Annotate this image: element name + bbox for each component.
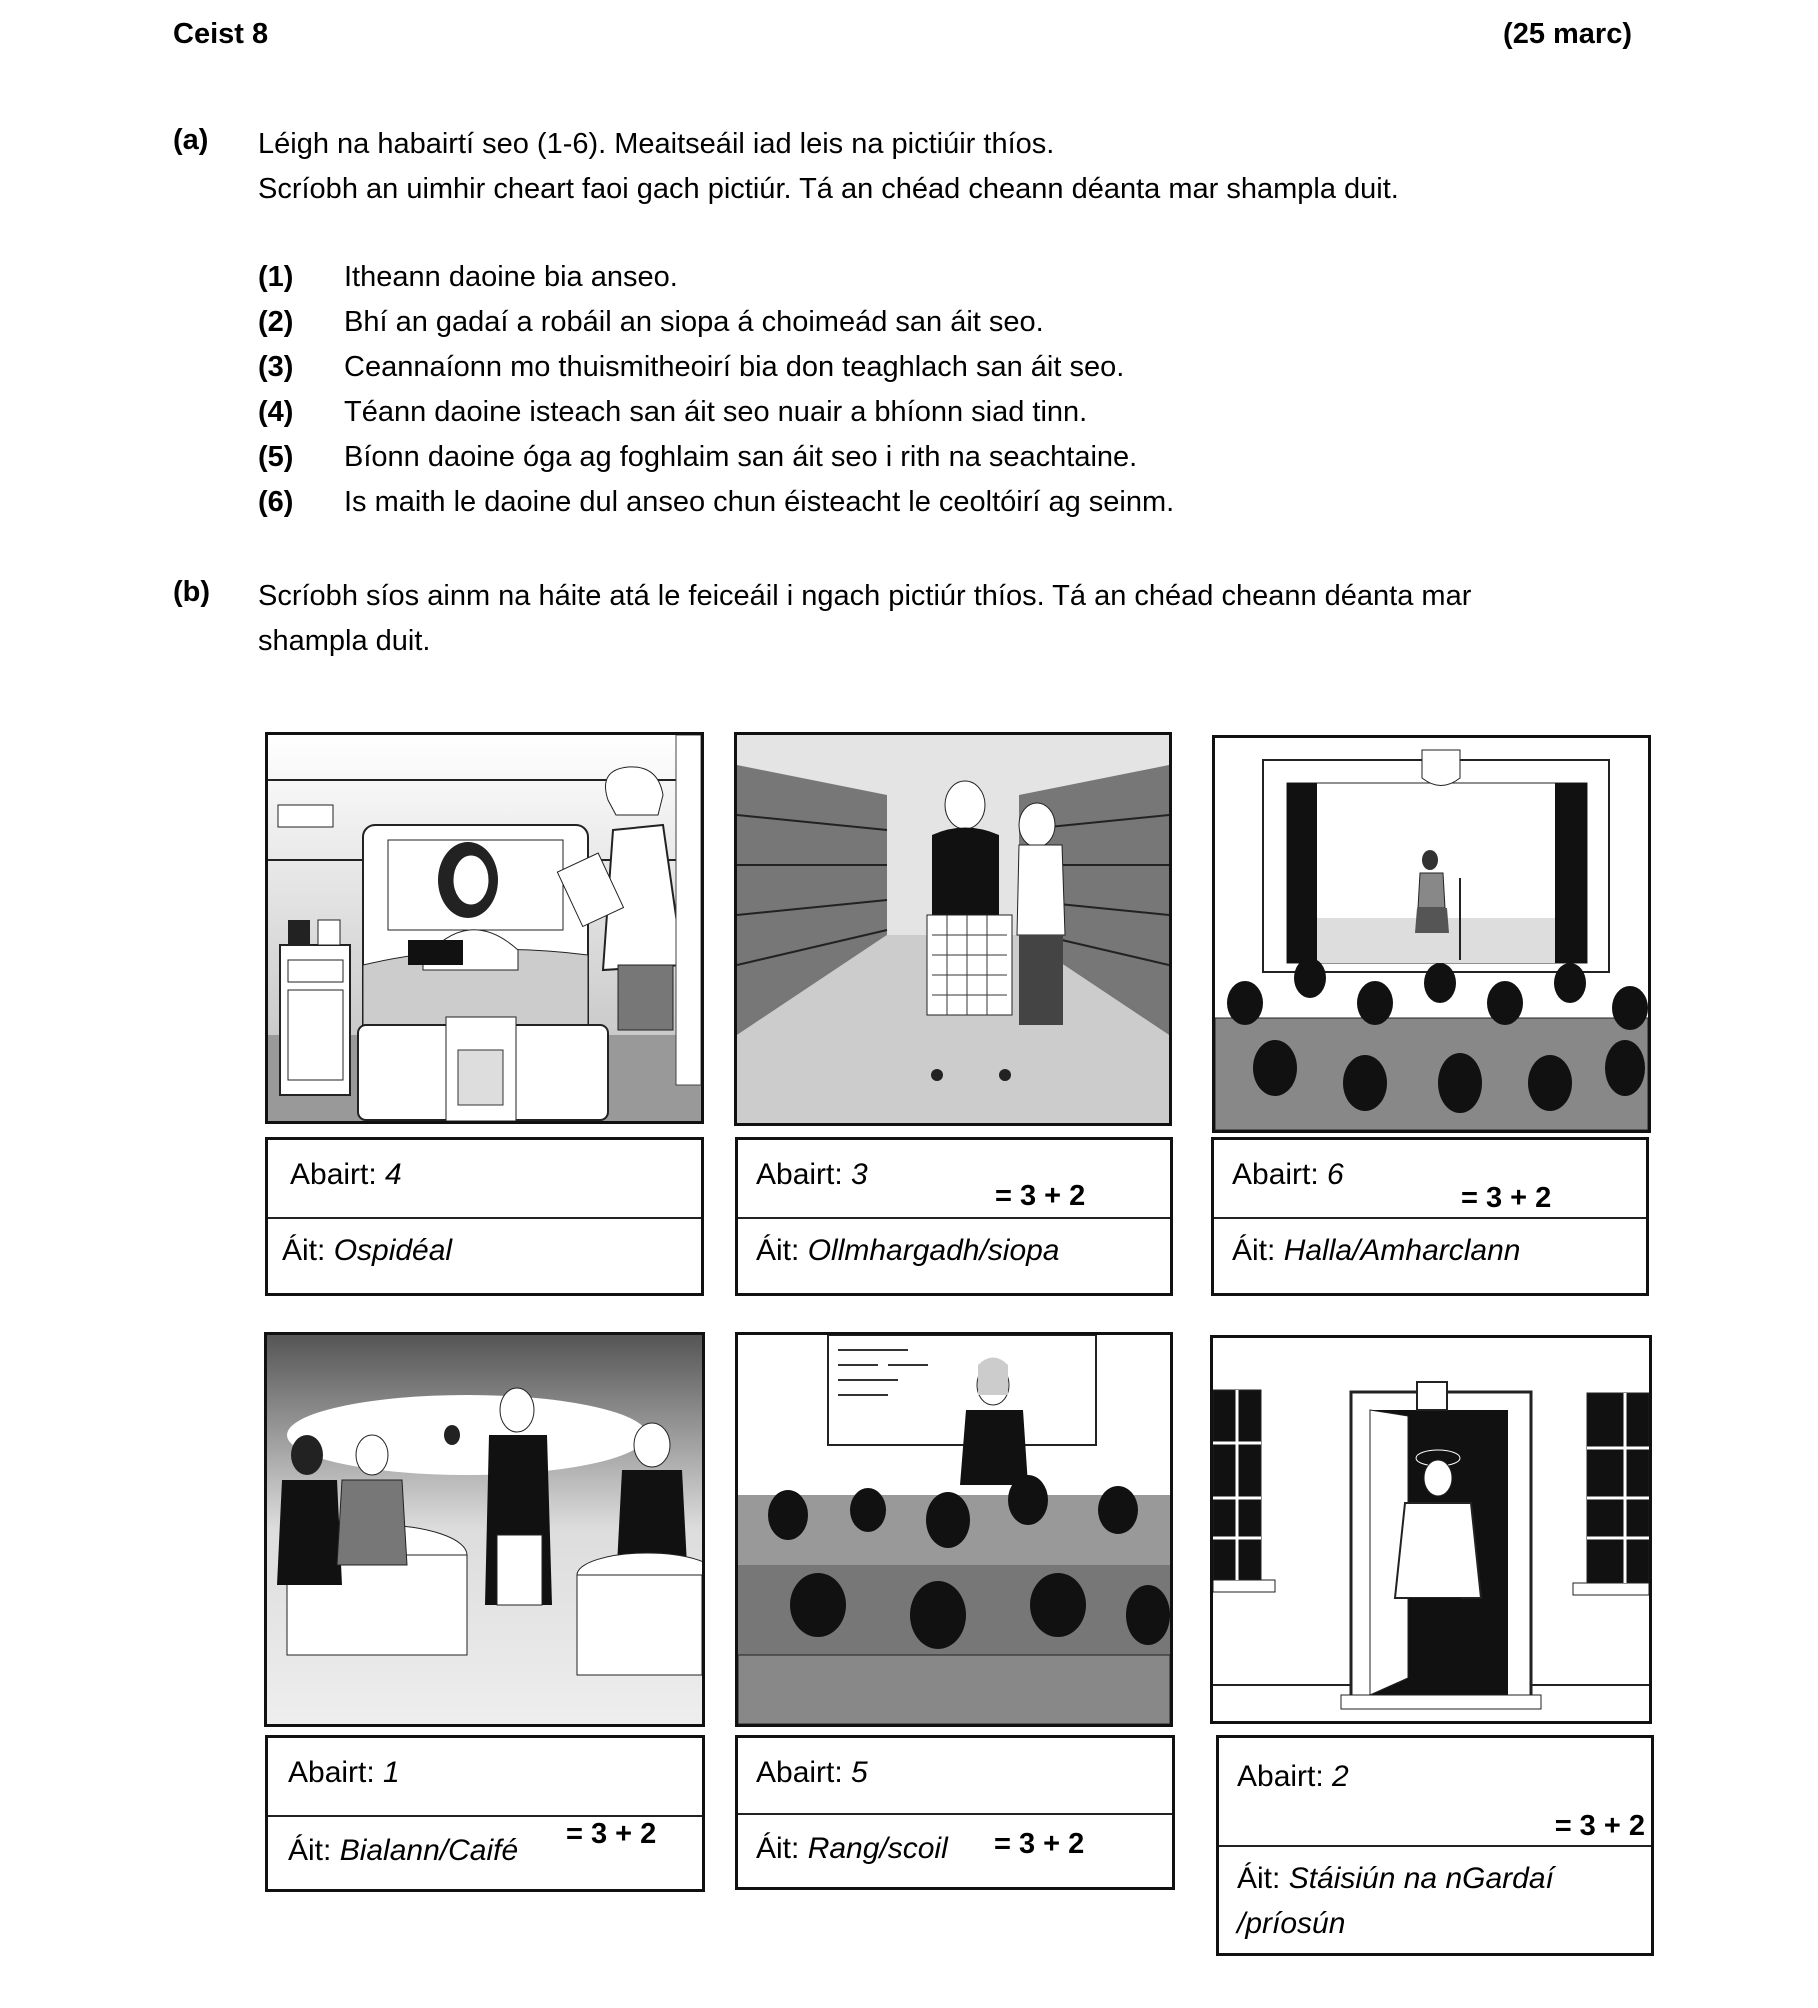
ait-value: Halla/Amharclann [1283,1234,1521,1267]
answer-box-2 [735,1137,1173,1296]
ait-value: Rang/scoil [807,1832,948,1865]
abairt-field: Abairt: 4 [290,1158,402,1191]
sentence-4: (4) Téann daoine isteach san áit seo nuair a bhíonn siad tinn. [258,396,1088,428]
mark-annotation: = 3 + 2 [994,1828,1085,1860]
answer-box-1 [265,1137,704,1296]
mark-annotation: = 3 + 2 [1461,1182,1552,1214]
picture-hall-stage [1212,735,1651,1133]
sentence-2: (2) Bhí an gadaí a robáil an siopa á choimeád san áit seo. [258,306,1044,338]
instruction-line: shampla duit. [258,625,431,657]
mark-annotation: = 3 + 2 [995,1180,1086,1212]
abairt-field: Abairt: 3 [756,1158,868,1191]
abairt-value: 4 [385,1158,402,1191]
ait-value: Stáisiún na nGardaí [1288,1862,1554,1895]
ait-field: Áit: Ollmhargadh/siopa [756,1234,1060,1267]
ait-field: Áit: Bialann/Caifé [288,1834,519,1867]
abairt-field: Abairt: 5 [756,1756,868,1789]
instruction-line: Léigh na habairtí seo (1-6). Meaitseáil iad leis na pictiúir thíos. [258,128,1055,160]
sentence-1: (1) Itheann daoine bia anseo. [258,261,678,293]
picture-classroom [735,1332,1173,1727]
abairt-value: 1 [383,1756,400,1789]
abairt-value: 3 [851,1158,868,1191]
answer-box-6 [1216,1735,1654,1956]
part-b-instructions [258,574,1471,664]
sentence-5: (5) Bíonn daoine óga ag foghlaim san áit seo i rith na seachtaine. [258,441,1138,473]
mark-annotation: = 3 + 2 [566,1818,657,1850]
answer-box-5 [735,1735,1175,1890]
part-a-label: (a) [173,124,209,156]
abairt-value: 5 [851,1756,868,1789]
part-a-instructions [258,122,1399,212]
abairt-field: Abairt: 2 [1237,1760,1349,1793]
part-b-label: (b) [173,576,211,608]
question-marks: (25 marc) [1503,18,1632,50]
picture-hospital [265,732,704,1124]
picture-garda-station [1210,1335,1652,1724]
answer-box-4 [265,1735,705,1892]
picture-supermarket [734,732,1172,1126]
ait-value: Bialann/Caifé [339,1834,519,1867]
ait-field: Áit: Ospidéal [282,1234,453,1267]
abairt-field: Abairt: 1 [288,1756,400,1789]
answer-box-3 [1211,1137,1649,1296]
ait-value: Ollmhargadh/siopa [807,1234,1060,1267]
ait-value: Ospidéal [333,1234,453,1267]
instruction-line: Scríobh síos ainm na háite atá le feiceáil i ngach pictiúr thíos. Tá an chéad cheann déanta mar [258,580,1472,612]
ait-field: Áit: Rang/scoil [756,1832,948,1865]
abairt-value: 6 [1327,1158,1344,1191]
abairt-value: 2 [1332,1760,1349,1793]
sentence-list [258,255,1174,525]
picture-restaurant [264,1332,705,1727]
instruction-line: Scríobh an uimhir cheart faoi gach pictiúr. Tá an chéad cheann déanta mar shampla duit. [258,173,1399,205]
mark-annotation: = 3 + 2 [1554,1810,1645,1842]
abairt-field: Abairt: 6 [1232,1158,1344,1191]
sentence-3: (3) Ceannaíonn mo thuismitheoirí bia don teaghlach san áit seo. [258,351,1125,383]
ait-value-continued: /príosún [1237,1907,1346,1940]
question-title: Ceist 8 [173,18,269,50]
sentence-6: (6) Is maith le daoine dul anseo chun éisteacht le ceoltóirí ag seinm. [258,486,1175,518]
ait-field: Áit: Stáisiún na nGardaí /príosún [1237,1862,1554,1940]
ait-field: Áit: Halla/Amharclann [1232,1234,1521,1267]
